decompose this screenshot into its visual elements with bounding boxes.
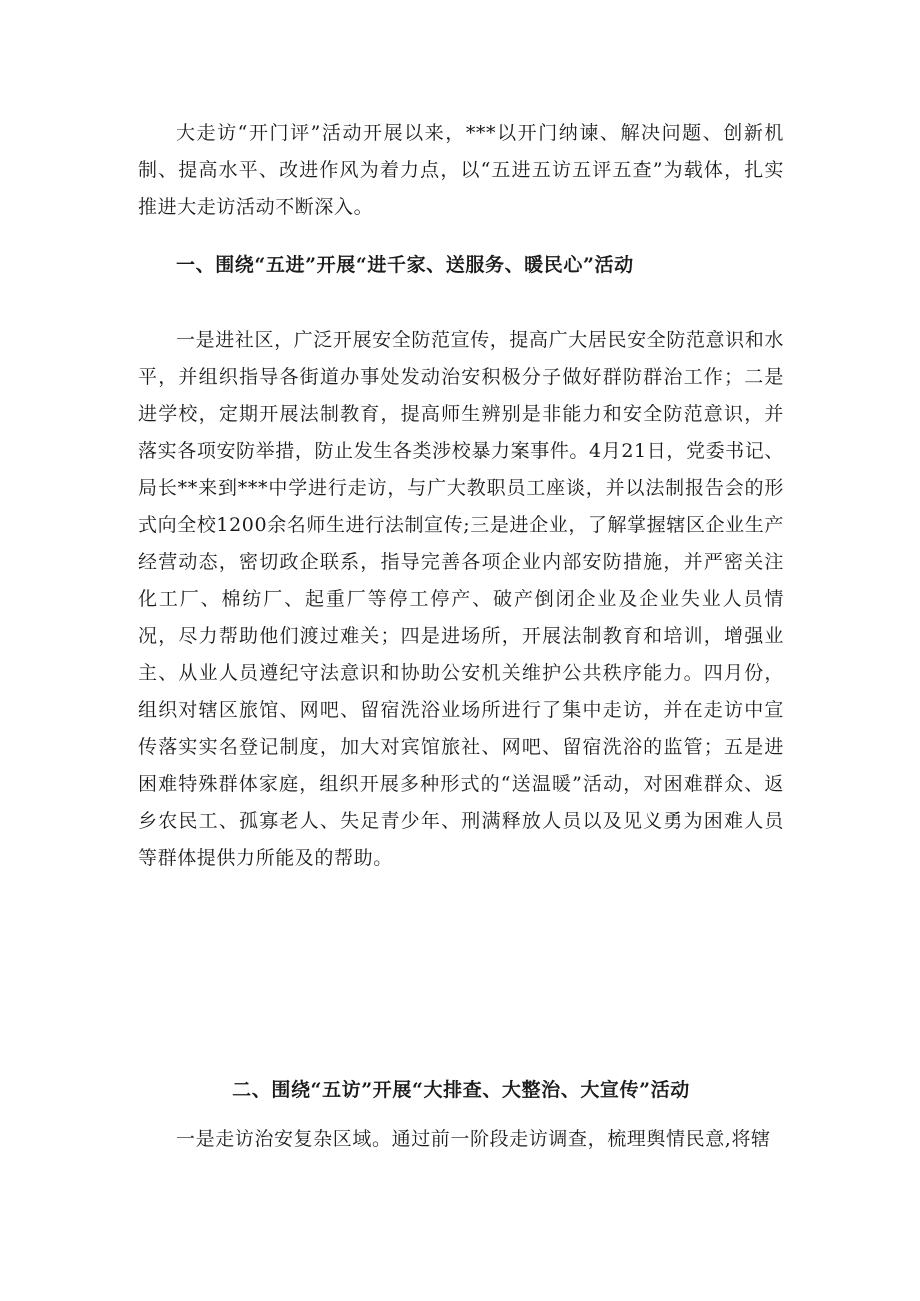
section-1-heading: 一、围绕“五进”开展“进千家、送服务、暖民心”活动 (176, 254, 634, 276)
intro-paragraph: 大走访“开门评”活动开展以来，***以开门纳谏、解决问题、创新机制、提高水平、改进作风为着力点，以“五进五访五评五查”为载体，扎实推进大走访活动不断深入。 (138, 122, 784, 218)
section-2-heading: 二、围绕“五访”开展“大排查、大整治、大宣传”活动 (232, 1079, 690, 1101)
section-2-paragraph: 一是走访治安复杂区域。通过前一阶段走访调查，梳理舆情民意,将辖 (176, 1128, 771, 1150)
section-1-paragraph: 一是进社区，广泛开展安全防范宣传，提高广大居民安全防范意识和水平，并组织指导各街道办事处发动治安积极分子做好群防群治工作；二是进学校，定期开展法制教育，提高师生辨别是非能力和安全防范意识，并落实各项安防举措，防止发生各类涉校暴力案事件。4月21日，党委书记、局长**来到***中学进行走访，与广大教职员工座谈，并以法制报告会的形式向全校1200余名师生进行法制宣传;三是进企业，了解掌握辖区企业生产经营动态，密切政企联系，指导完善各项企业内部安防措施，并严密关注化工厂、棉纺厂、起重厂等停工停产、破产倒闭企业及企业失业人员情况，尽力帮助他们渡过难关；四是进场所，开展法制教育和培训，增强业主、从业人员遵纪守法意识和协助公安机关维护公共秩序能力。四月份，组织对辖区旅馆、网吧、留宿洗浴业场所进行了集中走访，并在走访中宣传落实实名登记制度，加大对宾馆旅社、网吧、留宿洗浴的监管；五是进困难特殊群体家庭，组织开展多种形式的“送温暖”活动，对困难群众、返乡农民工、孤寡老人、失足青少年、刑满释放人员以及见义勇为困难人员等群体提供力所能及的帮助。 (138, 329, 784, 869)
